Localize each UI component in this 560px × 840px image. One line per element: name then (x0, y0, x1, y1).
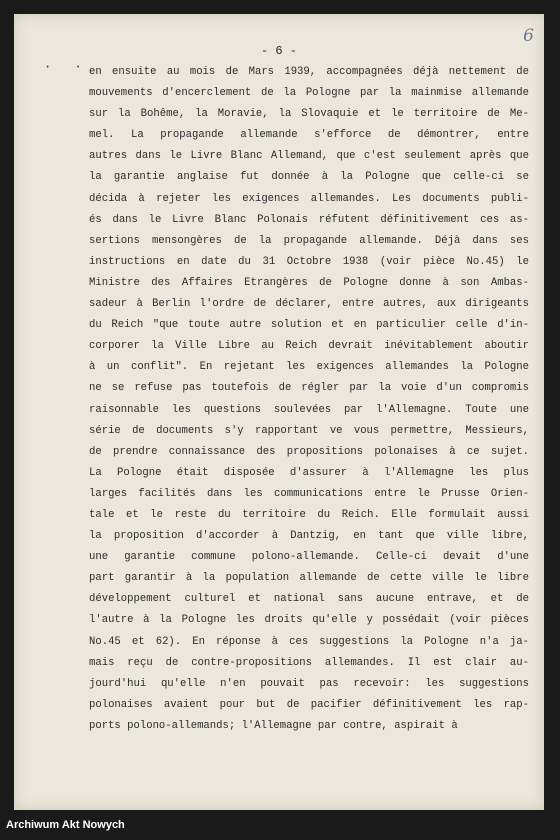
text-line: sertions mensongères de la propagande allemande. Déjà dans ses (89, 234, 529, 247)
text-line: Ministre des Affaires Etrangères de Pologne donne à son Ambas- (89, 276, 529, 289)
text-line: autres dans le Livre Blanc Allemand, que c'est seulement après que (89, 150, 529, 163)
margin-dots: · · (44, 60, 90, 74)
text-line: développement culturel et national sans aucune entrave, et de (89, 593, 529, 606)
archive-label: Archiwum Akt Nowych (6, 819, 125, 831)
document-page (14, 14, 544, 810)
document-body (89, 62, 529, 737)
text-line: mouvements d'encerclement de la Pologne par la mainmise allemande (89, 87, 529, 100)
text-line: sadeur à Berlin l'ordre de déclarer, entre autres, aux dirigeants (89, 298, 529, 311)
text-line: jourd'hui qu'elle n'en pouvait pas recevoir: les suggestions (89, 677, 529, 690)
text-line: série de documents s'y rapportant ve vous permettre, Messieurs, (89, 424, 529, 437)
text-line: corporer la Ville Libre au Reich devrait inévitablement aboutir (89, 340, 529, 353)
text-line: de prendre connaissance des propositions polonaises à ce sujet. (89, 445, 529, 458)
text-line: No.45 et 62). En réponse à ces suggestions la Pologne n'a ja- (89, 635, 529, 648)
text-line: part garantir à la population allemande de cette ville le libre (89, 572, 529, 585)
text-line: tale et le reste du territoire du Reich. Elle formulait aussi (89, 508, 529, 521)
archive-footer (0, 810, 560, 840)
text-line: instructions en date du 31 Octobre 1938 (voir pièce No.45) le (89, 255, 529, 268)
handwritten-page-mark: 6 (523, 26, 534, 46)
text-line: mais reçu de contre-propositions allemandes. Il est clair au- (89, 656, 529, 669)
text-line: à un conflit". En rejetant les exigences allemandes la Pologne (89, 361, 529, 374)
text-line: polonaises avaient pour but de pacifier définitivement les rap- (89, 698, 529, 711)
text-line: mel. La propagande allemande s'efforce de démontrer, entre (89, 129, 529, 142)
text-line: ports polono-allemands; l'Allemagne par contre, aspirait à (89, 719, 458, 732)
text-line: en ensuite au mois de Mars 1939, accompagnées déjà nettement de (89, 66, 529, 78)
text-line: décida à rejeter les exigences allemandes. Les documents publi- (89, 192, 529, 205)
text-line: sur la Bohême, la Moravie, la Slovaquie et le territoire de Me- (89, 108, 529, 121)
text-line: ne se refuse pas toutefois de régler par la voie d'un compromis (89, 382, 529, 395)
text-line: La Pologne était disposée d'assurer à l'Allemagne les plus (89, 466, 529, 479)
text-line: une garantie commune polono-allemande. Celle-ci devait d'une (89, 551, 529, 564)
text-line: la garantie anglaise fut donnée à la Pologne que celle-ci se (89, 171, 529, 184)
text-line: du Reich "que toute autre solution et en particulier celle d'in- (89, 319, 529, 332)
text-line: raisonnable les questions soulevées par l'Allemagne. Toute une (89, 403, 529, 416)
text-line: la proposition d'accorder à Dantzig, en tant que ville libre, (89, 530, 529, 543)
text-line: larges facilités dans les communications entre le Prusse Orien- (89, 487, 529, 500)
text-line: l'autre à la Pologne les droits qu'elle y possédait (voir pièces (89, 614, 529, 627)
page-number: - 6 - (260, 44, 297, 58)
text-line: és dans le Livre Blanc Polonais réfutent définitivement ces as- (89, 213, 529, 226)
